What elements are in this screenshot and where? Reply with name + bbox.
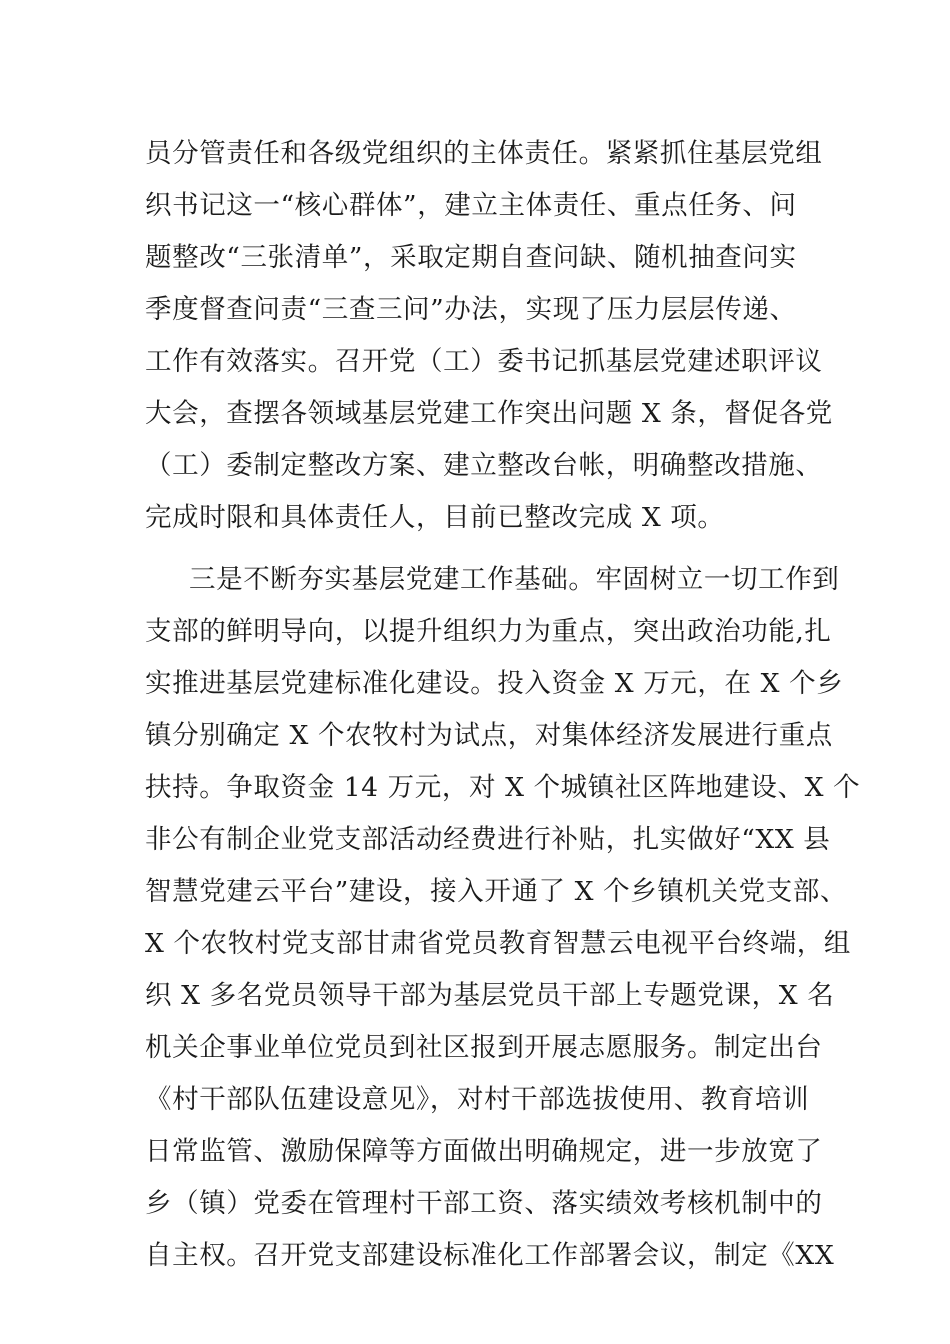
text-line: 非公有制企业党支部活动经费进行补贴，扎实做好“XX 县 [145, 824, 831, 855]
text-line: 《村干部队伍建设意见》，对村干部选拔使用、教育培训 [145, 1084, 810, 1115]
text-line: 扶持。争取资金 14 万元，对 X 个城镇社区阵地建设、X 个 [145, 772, 861, 803]
text-line: 织 X 多名党员领导干部为基层党员干部上专题党课，X 名 [145, 980, 835, 1011]
text-line: 日常监管、激励保障等方面做出明确规定，进一步放宽了 [145, 1136, 823, 1167]
text-line: 机关企事业单位党员到社区报到开展志愿服务。制定出台 [145, 1032, 823, 1063]
text-line: 完成时限和具体责任人，目前已整改完成 X 项。 [145, 502, 725, 533]
text-line: X 个农牧村党支部甘肃省党员教育智慧云电视平台终端，组 [145, 928, 851, 959]
text-line: 工作有效落实。召开党（工）委书记抓基层党建述职评议 [145, 346, 823, 377]
text-line: 乡（镇）党委在管理村干部工资、落实绩效考核机制中的 [145, 1188, 823, 1219]
text-line: 支部的鲜明导向，以提升组织力为重点，突出政治功能,扎 [145, 616, 832, 647]
paragraph-foundation [145, 554, 861, 1282]
paragraph-gap [145, 544, 815, 554]
text-line: 实推进基层党建标准化建设。投入资金 X 万元，在 X 个乡 [145, 668, 844, 699]
text-line: 自主权。召开党支部建设标准化工作部署会议，制定《XX [145, 1240, 835, 1271]
text-line: 季度督查问责“三查三问”办法，实现了压力层层传递、 [145, 294, 797, 325]
text-line: 三是不断夯实基层党建工作基础。牢固树立一切工作到 [189, 564, 840, 595]
document-body [145, 128, 861, 1282]
text-line: 大会，查摆各领域基层党建工作突出问题 X 条，督促各党 [145, 398, 833, 429]
text-line: 题整改“三张清单”，采取定期自查问缺、随机抽查问实 [145, 242, 797, 273]
text-line: 镇分别确定 X 个农牧村为试点，对集体经济发展进行重点 [145, 720, 833, 751]
paragraph-responsibility [145, 128, 833, 544]
text-line: 员分管责任和各级党组织的主体责任。紧紧抓住基层党组 [145, 138, 823, 169]
text-line: 智慧党建云平台”建设，接入开通了 X 个乡镇机关党支部、 [145, 876, 848, 907]
text-line: （工）委制定整改方案、建立整改台帐，明确整改措施、 [145, 450, 823, 481]
text-line: 织书记这一“核心群体”，建立主体责任、重点任务、问 [145, 190, 797, 221]
